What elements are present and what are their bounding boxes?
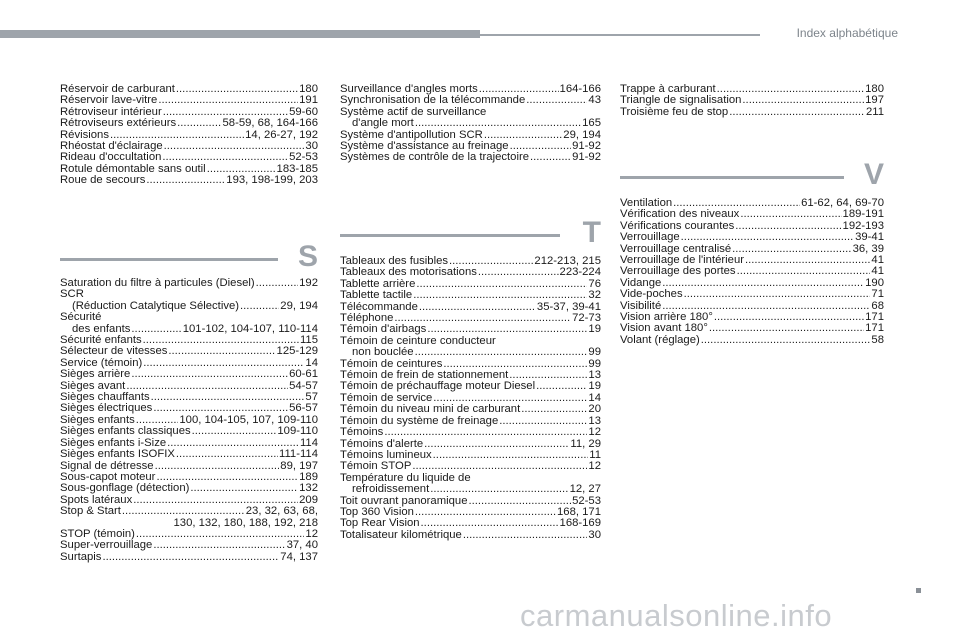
dot-leader bbox=[714, 312, 864, 323]
index-entry bbox=[340, 152, 601, 163]
dot-leader bbox=[468, 496, 571, 507]
index-entry-pages: 212-213, 215 bbox=[534, 255, 601, 267]
index-entry-label: Vision arrière 180° bbox=[620, 311, 713, 324]
index-entry-pages: 14 bbox=[305, 356, 318, 369]
index-entry-label: Trappe à carburant bbox=[620, 83, 716, 95]
dot-leader bbox=[153, 540, 285, 551]
index-entry-label: Vérifications courantes bbox=[620, 219, 735, 232]
index-entry-label: Sécurité bbox=[60, 311, 102, 324]
index-entry-label: d'angle mort bbox=[352, 117, 414, 130]
index-entry-label: Sous-gonflage (détection) bbox=[60, 482, 190, 495]
index-entry-label: Top 360 Vision bbox=[340, 505, 414, 518]
dot-leader bbox=[740, 209, 841, 220]
dot-leader bbox=[190, 483, 298, 494]
index-entry-pages: 30 bbox=[305, 140, 318, 153]
index-entry-pages: 54-57 bbox=[289, 379, 318, 392]
index-entry-pages: 125-129 bbox=[276, 345, 318, 358]
index-column-3-t bbox=[620, 84, 884, 118]
dot-leader bbox=[146, 175, 225, 186]
index-entry-pages: 14, 26-27, 192 bbox=[245, 128, 318, 141]
index-entry-pages: 168-169 bbox=[559, 517, 601, 530]
index-entry-pages: 101-102, 104-107, 110-114 bbox=[182, 322, 318, 335]
dot-leader bbox=[662, 278, 864, 289]
index-entry-label: Verrouillage des portes bbox=[620, 265, 736, 278]
dot-leader bbox=[701, 335, 871, 346]
index-entry-label: Rétroviseurs extérieurs bbox=[60, 117, 177, 130]
index-entry-label: Sélecteur de vitesses bbox=[60, 345, 168, 358]
index-entry-pages: 41 bbox=[871, 265, 884, 278]
index-entry-label: Témoin de frein de stationnement bbox=[340, 369, 509, 382]
index-entry-label: Roue de secours bbox=[60, 174, 146, 187]
dot-leader bbox=[463, 530, 588, 541]
index-entry-pages: 99 bbox=[588, 357, 601, 370]
dot-leader bbox=[415, 347, 588, 358]
index-entry-label: Téléphone bbox=[340, 312, 394, 325]
index-entry-pages: 23, 32, 63, 68, bbox=[245, 505, 318, 518]
index-entry-list bbox=[60, 335, 318, 506]
index-entry-label: Témoin d'airbags bbox=[340, 323, 427, 336]
dot-leader bbox=[158, 95, 298, 106]
section-rule bbox=[620, 176, 844, 179]
index-column-3-v bbox=[620, 198, 884, 346]
index-entry-label: STOP (témoin) bbox=[60, 527, 135, 540]
section-header-t bbox=[340, 216, 601, 249]
index-entry-pages: 11, 29 bbox=[570, 437, 601, 450]
index-entry-pages: 19 bbox=[588, 380, 601, 393]
page-end-marker bbox=[916, 588, 921, 593]
dot-leader bbox=[143, 358, 304, 369]
index-entry-pages: 91-92 bbox=[572, 151, 601, 164]
index-entry-label: Sièges arrière bbox=[60, 368, 131, 381]
index-entry-pages: 60-61 bbox=[289, 368, 318, 381]
index-entry-label: Surtapis bbox=[60, 550, 102, 563]
index-column-2-s bbox=[340, 84, 601, 164]
dot-leader bbox=[192, 426, 277, 437]
dot-leader bbox=[102, 552, 279, 563]
index-entry-pages: 12 bbox=[305, 527, 318, 540]
index-column-1-s bbox=[60, 278, 318, 563]
index-entry-pages: 41 bbox=[871, 254, 884, 267]
index-entry-label: Témoins lumineux bbox=[340, 448, 432, 461]
dot-leader bbox=[732, 244, 851, 255]
dot-leader bbox=[415, 507, 556, 518]
index-entry bbox=[60, 552, 318, 563]
index-entry-label: Rideau d'occultation bbox=[60, 151, 162, 164]
dot-leader bbox=[424, 439, 569, 450]
index-entry-pages-continued: 130, 132, 180, 188, 192, 218 bbox=[173, 516, 318, 529]
index-entry bbox=[340, 427, 601, 438]
index-entry-pages: 20 bbox=[588, 403, 601, 416]
section-rule bbox=[60, 258, 278, 261]
dot-leader bbox=[536, 381, 587, 392]
index-entry-pages: 190 bbox=[865, 276, 884, 289]
index-entry-label: refroidissement bbox=[352, 483, 430, 496]
index-entry bbox=[340, 461, 601, 472]
index-entry-pages: 114 bbox=[299, 436, 318, 449]
index-entry-pages: 61-62, 64, 69-70 bbox=[801, 197, 884, 209]
dot-leader bbox=[430, 484, 568, 495]
dot-leader bbox=[521, 404, 587, 415]
watermark: carmanualsonline.info bbox=[520, 598, 833, 633]
index-entry-label: Témoin de ceintures bbox=[340, 357, 443, 370]
dot-leader bbox=[155, 461, 280, 472]
index-entry-label: Système actif de surveillance bbox=[340, 105, 487, 118]
index-entry bbox=[620, 107, 884, 118]
index-entry bbox=[60, 483, 318, 494]
index-entry-pages: 109-110 bbox=[277, 425, 318, 438]
index-entry-list bbox=[620, 84, 884, 118]
dot-leader bbox=[745, 255, 870, 266]
index-entry-label: Tableaux des motorisations bbox=[340, 266, 477, 279]
index-entry-list bbox=[340, 359, 601, 473]
index-entry bbox=[60, 449, 318, 460]
dot-leader bbox=[742, 95, 864, 106]
index-entry-pages: 29, 194 bbox=[280, 299, 318, 312]
dot-leader bbox=[256, 278, 298, 289]
dot-leader bbox=[126, 381, 288, 392]
index-entry-pages: 189-191 bbox=[842, 208, 884, 221]
dot-leader bbox=[419, 302, 536, 313]
section-letter-v: V bbox=[863, 158, 884, 191]
dot-leader bbox=[530, 152, 571, 163]
index-entry bbox=[60, 118, 318, 129]
index-entry-label: Stop & Start bbox=[60, 505, 121, 518]
index-entry-pages: 30 bbox=[588, 528, 601, 541]
index-entry-label: Vérification des niveaux bbox=[620, 208, 740, 221]
index-entry-pages: 12 bbox=[588, 426, 601, 439]
index-entry bbox=[60, 426, 318, 437]
dot-leader bbox=[413, 290, 587, 301]
index-entry-label: Verrouillage bbox=[620, 231, 680, 244]
dot-leader bbox=[384, 427, 587, 438]
index-entry-label: Sécurité enfants bbox=[60, 334, 142, 347]
index-entry bbox=[620, 335, 884, 346]
index-entry-list bbox=[340, 256, 601, 336]
index-entry-label: Triangle de signalisation bbox=[620, 94, 742, 107]
index-entry-label: Télécommande bbox=[340, 300, 418, 313]
index-entry-label: Toit ouvrant panoramique bbox=[340, 494, 468, 507]
index-entry-label: Témoins d'alerte bbox=[340, 437, 424, 450]
dot-leader bbox=[177, 118, 221, 129]
index-entry-pages: 13 bbox=[588, 369, 601, 382]
index-entry-pages: 197 bbox=[865, 94, 884, 107]
index-entry-pages: 13 bbox=[588, 414, 601, 427]
index-entry-label: Spots latéraux bbox=[60, 493, 133, 506]
dot-leader bbox=[164, 141, 305, 152]
header-rule-thin bbox=[480, 34, 760, 36]
section-header-s bbox=[60, 240, 318, 273]
dot-leader bbox=[737, 266, 871, 277]
index-entry-pages: 57 bbox=[305, 391, 318, 404]
dot-leader bbox=[176, 84, 298, 95]
index-entry-pages: 58 bbox=[871, 333, 884, 346]
index-entry-pages: 211 bbox=[865, 105, 884, 118]
index-entry-label: SCR bbox=[60, 288, 84, 301]
index-entry-pages: 76 bbox=[588, 277, 601, 290]
section-letter-s: S bbox=[297, 240, 318, 273]
dot-leader bbox=[729, 107, 865, 118]
index-entry-label: Service (témoin) bbox=[60, 356, 143, 369]
index-entry-pages: 168, 171 bbox=[557, 505, 601, 518]
index-entry-label: Vide-poches bbox=[620, 288, 683, 301]
dot-leader bbox=[412, 461, 587, 472]
dot-leader bbox=[735, 221, 841, 232]
index-entry-pages: 52-53 bbox=[572, 494, 601, 507]
index-entry-label: Sièges électriques bbox=[60, 402, 153, 415]
index-entry-label: Synchronisation de la télécommande bbox=[340, 94, 526, 107]
index-entry-label: Tablette arrière bbox=[340, 277, 416, 290]
index-entry-label: Réservoir de carburant bbox=[60, 83, 175, 95]
index-entry-label: Sièges enfants classiques bbox=[60, 425, 191, 438]
dot-leader bbox=[176, 449, 278, 460]
dot-leader bbox=[684, 289, 871, 300]
index-entry-label: Témoin de préchauffage moteur Diesel bbox=[340, 380, 536, 393]
index-entry-label: Sous-capot moteur bbox=[60, 470, 156, 483]
index-entry-pages: 12, 27 bbox=[569, 483, 601, 496]
index-entry-label: Température du liquide de bbox=[340, 471, 471, 484]
index-entry-label: Rhéostat d'éclairage bbox=[60, 140, 163, 153]
index-entry-label: Top Rear Vision bbox=[340, 517, 420, 530]
dot-leader bbox=[240, 301, 279, 312]
index-entry bbox=[60, 506, 318, 517]
dot-leader bbox=[415, 118, 581, 129]
index-entry bbox=[340, 530, 601, 541]
index-entry-label: Systèmes de contrôle de la trajectoire bbox=[340, 151, 530, 164]
index-entry-pages: 68 bbox=[871, 299, 884, 312]
index-entry-label: Témoin STOP bbox=[340, 460, 412, 473]
section-letter-t: T bbox=[582, 216, 601, 249]
index-entry-label: des enfants bbox=[72, 322, 131, 335]
index-entry-label: Système d'antipollution SCR bbox=[340, 128, 483, 141]
index-entry-pages: 180 bbox=[865, 83, 884, 95]
index-entry-label: Sièges enfants i-Size bbox=[60, 436, 167, 449]
index-entry bbox=[340, 347, 601, 358]
index-entry bbox=[60, 278, 318, 289]
dot-leader bbox=[416, 279, 587, 290]
dot-leader bbox=[478, 267, 559, 278]
index-entry-label: Tablette tactile bbox=[340, 289, 413, 302]
index-entry-label: Visibilité bbox=[620, 299, 662, 312]
index-entry-label: Révisions bbox=[60, 128, 109, 141]
index-entry-label: Témoin du niveau mini de carburant bbox=[340, 403, 521, 416]
index-entry-pages: 43 bbox=[588, 94, 601, 107]
index-entry-label: Ventilation bbox=[620, 197, 673, 209]
index-entry-pages: 11 bbox=[589, 448, 601, 461]
index-entry-pages: 32 bbox=[588, 289, 601, 302]
index-entry-pages: 37, 40 bbox=[286, 539, 318, 552]
dot-leader bbox=[709, 323, 864, 334]
index-entry-pages: 180 bbox=[299, 83, 318, 95]
index-entry-pages: 89, 197 bbox=[280, 459, 318, 472]
index-entry bbox=[340, 404, 601, 415]
index-entry-pages: 193, 198-199, 203 bbox=[226, 174, 318, 187]
index-entry-label: Témoins bbox=[340, 426, 384, 439]
index-entry-pages: 111-114 bbox=[279, 448, 318, 461]
index-entry-pages: 164-166 bbox=[559, 83, 601, 95]
index-entry-label: Verrouillage de l'intérieur bbox=[620, 254, 744, 267]
index-entry bbox=[340, 118, 601, 129]
index-entry-pages: 19 bbox=[588, 323, 601, 336]
index-entry-label: Saturation du filtre à particules (Diesel) bbox=[60, 277, 255, 289]
index-entry-pages: 91-92 bbox=[572, 140, 601, 153]
index-entry-pages: 191 bbox=[299, 94, 318, 107]
index-entry-pages: 29, 194 bbox=[563, 128, 601, 141]
index-entry-pages: 183-185 bbox=[276, 162, 318, 175]
section-rule bbox=[340, 234, 560, 237]
index-entry-pages: 115 bbox=[299, 334, 318, 347]
index-entry bbox=[620, 289, 884, 300]
dot-leader bbox=[433, 450, 589, 461]
dot-leader bbox=[122, 506, 245, 517]
index-entry-pages: 74, 137 bbox=[280, 550, 318, 563]
index-entry-list bbox=[620, 198, 884, 346]
dot-leader bbox=[499, 416, 587, 427]
dot-leader bbox=[526, 95, 587, 106]
index-entry-pages: 71 bbox=[871, 288, 884, 301]
index-entry-list bbox=[60, 84, 318, 187]
index-entry-label: Surveillance d'angles morts bbox=[340, 83, 478, 95]
index-entry-label: (Réduction Catalytique Sélective) bbox=[72, 299, 240, 312]
index-entry-pages: 12 bbox=[588, 460, 601, 473]
index-entry-pages: 189 bbox=[299, 470, 318, 483]
index-entry-label: Super-verrouillage bbox=[60, 539, 153, 552]
index-entry-label: Troisième feu de stop bbox=[620, 105, 729, 118]
index-column-1-r bbox=[60, 84, 318, 187]
index-entry-label: Sièges enfants ISOFIX bbox=[60, 448, 175, 461]
index-entry-label: Sièges avant bbox=[60, 379, 126, 392]
index-entry-list bbox=[60, 529, 318, 563]
dot-leader bbox=[151, 392, 305, 403]
index-entry bbox=[60, 175, 318, 186]
dot-leader bbox=[131, 369, 288, 380]
index-entry-label: Sièges chauffants bbox=[60, 391, 150, 404]
index-entry-label: Verrouillage centralisé bbox=[620, 242, 732, 255]
index-entry-label: Rétroviseur intérieur bbox=[60, 105, 162, 118]
index-entry-label: Témoin de ceinture conducteur bbox=[340, 334, 496, 347]
header-rule-thick bbox=[0, 30, 480, 38]
dot-leader bbox=[136, 529, 305, 540]
index-entry-label: Vidange bbox=[620, 276, 662, 289]
index-entry-label: Signal de détresse bbox=[60, 459, 154, 472]
index-entry-pages: 132 bbox=[299, 482, 318, 495]
index-entry-label: Témoin du système de freinage bbox=[340, 414, 499, 427]
index-entry-pages: 14 bbox=[588, 391, 601, 404]
index-entry-label: Tableaux des fusibles bbox=[340, 255, 449, 267]
index-entry-pages: 223-224 bbox=[559, 266, 601, 279]
index-entry-pages: 209 bbox=[299, 493, 318, 506]
page-title: Index alphabétique bbox=[796, 26, 898, 40]
index-entry-pages: 59-60 bbox=[289, 105, 318, 118]
index-entry-label: Volant (réglage) bbox=[620, 333, 700, 346]
index-entry-label: Vision avant 180° bbox=[620, 322, 708, 335]
dot-leader bbox=[681, 232, 854, 243]
index-entry-pages: 36, 39 bbox=[852, 242, 884, 255]
index-entry bbox=[620, 232, 884, 243]
index-entry-list bbox=[340, 496, 601, 542]
index-entry-label: Témoin de service bbox=[340, 391, 433, 404]
index-entry-pages: 58-59, 68, 164-166 bbox=[222, 117, 318, 130]
index-entry bbox=[60, 369, 318, 380]
index-entry-label: Sièges enfants bbox=[60, 413, 135, 426]
index-entry-label: non bouclée bbox=[352, 346, 414, 359]
index-entry bbox=[340, 484, 601, 495]
index-entry-pages: 72-73 bbox=[572, 312, 601, 325]
index-entry-pages: 56-57 bbox=[289, 402, 318, 415]
index-entry bbox=[340, 290, 601, 301]
index-entry-pages: 192-193 bbox=[842, 219, 884, 232]
dot-leader bbox=[168, 346, 275, 357]
index-entry-pages: 165 bbox=[582, 117, 601, 130]
index-entry-label: Système d'assistance au freinage bbox=[340, 140, 509, 153]
index-entry-pages: 171 bbox=[865, 311, 884, 324]
index-column-2-t bbox=[340, 256, 601, 541]
index-entry-pages: 99 bbox=[588, 346, 601, 359]
index-entry-pages: 52-53 bbox=[289, 151, 318, 164]
index-entry-label: Rotule démontable sans outil bbox=[60, 162, 206, 175]
section-header-v bbox=[620, 158, 884, 191]
index-entry-label: Réservoir lave-vitre bbox=[60, 94, 158, 107]
index-entry-pages: 100, 104-105, 107, 109-110 bbox=[179, 413, 318, 426]
index-entry-pages: 192 bbox=[299, 277, 318, 289]
index-entry-pages: 35-37, 39-41 bbox=[536, 300, 601, 313]
index-entry-label: Totalisateur kilométrique bbox=[340, 528, 462, 541]
index-entry-pages: 171 bbox=[865, 322, 884, 335]
index-entry-pages: 39-41 bbox=[855, 231, 884, 244]
